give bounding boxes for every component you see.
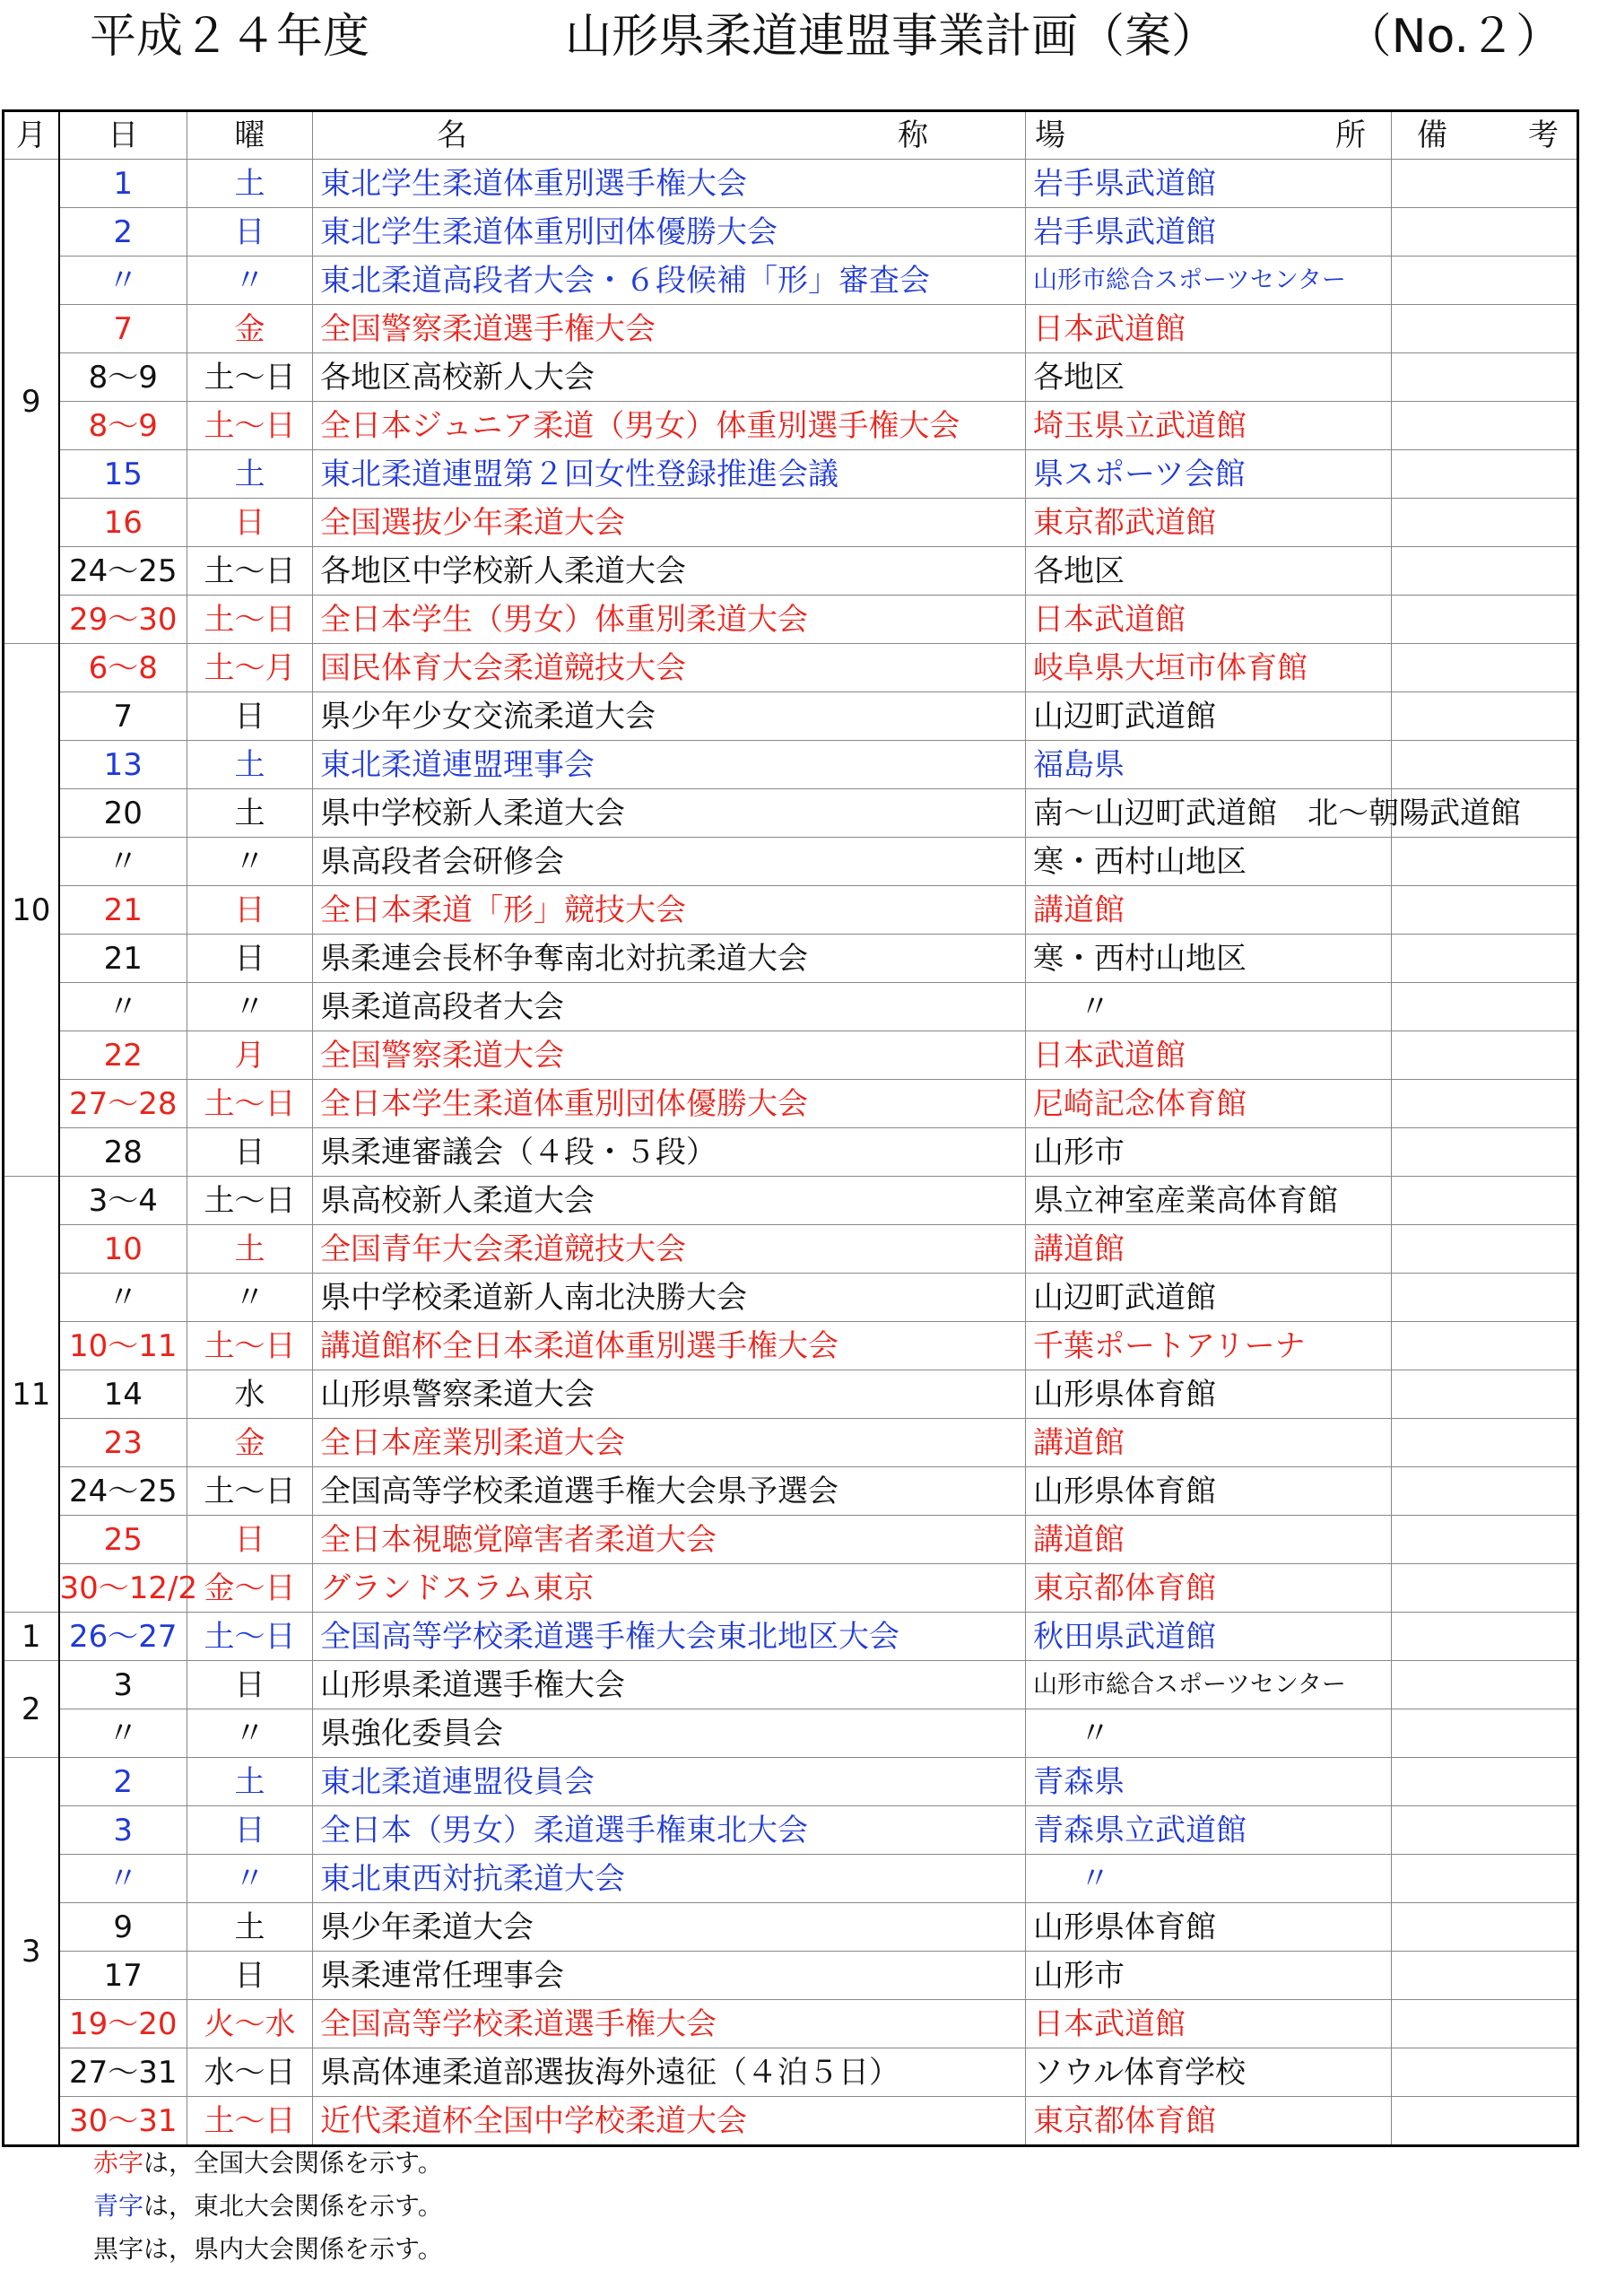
event-name-cell: 県少年少女交流柔道大会 [313, 692, 1026, 741]
day-cell: 1 [59, 160, 187, 208]
venue-cell: 山形県体育館 [1026, 1903, 1392, 1952]
note-cell [1392, 305, 1578, 353]
weekday-cell: 金～日 [187, 1564, 313, 1613]
table-row [4, 2097, 1578, 2146]
venue-cell: 青森県 [1026, 1758, 1392, 1806]
table-row [4, 402, 1578, 450]
venue-cell: 東京都体育館 [1026, 2097, 1392, 2146]
note-cell [1392, 1080, 1578, 1128]
venue-cell: ソウル体育学校 [1026, 2048, 1392, 2097]
note-cell [1392, 1031, 1578, 1080]
event-schedule-table [2, 109, 1579, 2147]
day-cell: 〃 [59, 257, 187, 305]
weekday-cell: 〃 [187, 983, 313, 1031]
table-row [4, 596, 1578, 644]
note-cell [1392, 1225, 1578, 1274]
weekday-cell: 土～日 [187, 596, 313, 644]
note-cell [1392, 886, 1578, 935]
day-cell: 27～28 [59, 1080, 187, 1128]
venue-cell: 県スポーツ会館 [1026, 450, 1392, 499]
event-name-cell: 全国警察柔道選手権大会 [313, 305, 1026, 353]
event-name-cell: 山形県柔道選手権大会 [313, 1661, 1026, 1709]
day-cell: 〃 [59, 983, 187, 1031]
venue-cell: 東京都武道館 [1026, 499, 1392, 547]
month-cell: 10 [4, 644, 59, 1177]
event-name-cell: 県強化委員会 [313, 1709, 1026, 1758]
legend-text: は，全国大会関係を示す。 [143, 2148, 443, 2178]
header-name-char-1: 名 [437, 117, 467, 153]
note-cell [1392, 160, 1578, 208]
weekday-cell: 土 [187, 741, 313, 789]
day-cell: 21 [59, 935, 187, 983]
weekday-cell: 日 [187, 208, 313, 257]
venue-cell: 千葉ポートアリーナ [1026, 1322, 1392, 1370]
month-cell: 1 [4, 1613, 59, 1661]
day-cell: 9 [59, 1903, 187, 1952]
note-cell [1392, 1613, 1578, 1661]
header-name [313, 111, 1026, 160]
document-title-bar [90, 5, 1562, 68]
weekday-cell: 土 [187, 1758, 313, 1806]
note-cell [1392, 1661, 1578, 1709]
note-cell [1392, 1855, 1578, 1903]
weekday-cell: 日 [187, 1661, 313, 1709]
day-cell: 29～30 [59, 596, 187, 644]
table-row [4, 644, 1578, 692]
table-row [4, 1564, 1578, 1613]
note-cell [1392, 1564, 1578, 1613]
day-cell: 27～31 [59, 2048, 187, 2097]
table-row [4, 1177, 1578, 1225]
event-name-cell: 県高段者会研修会 [313, 838, 1026, 886]
note-cell [1392, 2097, 1578, 2146]
venue-cell: 講道館 [1026, 1225, 1392, 1274]
day-cell: 3～4 [59, 1177, 187, 1225]
day-cell: 16 [59, 499, 187, 547]
venue-cell: 各地区 [1026, 353, 1392, 402]
event-name-cell: 近代柔道杯全国中学校柔道大会 [313, 2097, 1026, 2146]
document-title: 山形県柔道連盟事業計画（案） [565, 10, 1219, 64]
table-row [4, 1419, 1578, 1467]
venue-cell: 山辺町武道館 [1026, 1274, 1392, 1322]
venue-cell: 山形市総合スポーツセンター [1026, 1661, 1392, 1709]
event-name-cell: 東北柔道連盟理事会 [313, 741, 1026, 789]
table-row [4, 1274, 1578, 1322]
weekday-cell: 水～日 [187, 2048, 313, 2097]
weekday-cell: 土～日 [187, 1177, 313, 1225]
legend-line [93, 2231, 443, 2267]
header-weekday: 曜 [187, 111, 313, 160]
event-name-cell: 県柔連審議会（４段・５段） [313, 1128, 1026, 1177]
table-row [4, 1516, 1578, 1564]
note-cell [1392, 692, 1578, 741]
note-cell [1392, 983, 1578, 1031]
day-cell: 〃 [59, 1855, 187, 1903]
day-cell: 2 [59, 1758, 187, 1806]
table-row [4, 305, 1578, 353]
table-row [4, 353, 1578, 402]
event-name-cell: 東北柔道連盟第２回女性登録推進会議 [313, 450, 1026, 499]
note-cell [1392, 1516, 1578, 1564]
weekday-cell: 火～水 [187, 2000, 313, 2048]
day-cell: 13 [59, 741, 187, 789]
header-place-char-1: 場 [1035, 117, 1065, 153]
event-name-cell: 県中学校新人柔道大会 [313, 789, 1026, 838]
weekday-cell: 月 [187, 1031, 313, 1080]
venue-cell: 山形県体育館 [1026, 1370, 1392, 1419]
legend-keyword: 黒字 [93, 2234, 144, 2264]
venue-cell: 講道館 [1026, 886, 1392, 935]
header-note-char-1: 備 [1417, 117, 1447, 153]
note-cell [1392, 450, 1578, 499]
weekday-cell: 日 [187, 935, 313, 983]
legend-keyword: 赤字 [93, 2148, 144, 2178]
weekday-cell: 金 [187, 305, 313, 353]
fiscal-year-label: 平成２４年度 [90, 10, 370, 64]
day-cell: 〃 [59, 1274, 187, 1322]
event-name-cell: 県柔連会長杯争奪南北対抗柔道大会 [313, 935, 1026, 983]
venue-cell: 講道館 [1026, 1516, 1392, 1564]
note-cell [1392, 547, 1578, 596]
table-row [4, 935, 1578, 983]
note-cell [1392, 2048, 1578, 2097]
table-row [4, 1661, 1578, 1709]
venue-cell: 埼玉県立武道館 [1026, 402, 1392, 450]
event-name-cell: 国民体育大会柔道競技大会 [313, 644, 1026, 692]
venue-cell: 山形市 [1026, 1952, 1392, 2000]
day-cell: 28 [59, 1128, 187, 1177]
table-row [4, 208, 1578, 257]
weekday-cell: 日 [187, 1806, 313, 1855]
weekday-cell: 金 [187, 1419, 313, 1467]
event-name-cell: 全国選抜少年柔道大会 [313, 499, 1026, 547]
weekday-cell: 土～日 [187, 1080, 313, 1128]
table-row [4, 1903, 1578, 1952]
header-place-char-2: 所 [1335, 117, 1366, 153]
note-cell [1392, 1419, 1578, 1467]
table-row [4, 1758, 1578, 1806]
venue-cell: 〃 [1026, 983, 1392, 1031]
day-cell: 20 [59, 789, 187, 838]
day-cell: 2 [59, 208, 187, 257]
venue-cell: 東京都体育館 [1026, 1564, 1392, 1613]
legend-keyword: 青字 [93, 2191, 144, 2221]
weekday-cell: 〃 [187, 838, 313, 886]
note-cell [1392, 1758, 1578, 1806]
event-name-cell: グランドスラム東京 [313, 1564, 1026, 1613]
table-row [4, 1952, 1578, 2000]
header-place [1026, 111, 1392, 160]
event-name-cell: 全国警察柔道大会 [313, 1031, 1026, 1080]
event-name-cell: 県柔連常任理事会 [313, 1952, 1026, 2000]
venue-cell: 寒・西村山地区 [1026, 935, 1392, 983]
note-cell [1392, 1274, 1578, 1322]
weekday-cell: 土～月 [187, 644, 313, 692]
weekday-cell: 土～日 [187, 402, 313, 450]
venue-cell: 岩手県武道館 [1026, 208, 1392, 257]
event-name-cell: 全国高等学校柔道選手権大会県予選会 [313, 1467, 1026, 1516]
note-cell [1392, 1467, 1578, 1516]
event-name-cell: 山形県警察柔道大会 [313, 1370, 1026, 1419]
month-cell: 11 [4, 1177, 59, 1613]
weekday-cell: 〃 [187, 1709, 313, 1758]
note-cell [1392, 353, 1578, 402]
day-cell: 25 [59, 1516, 187, 1564]
day-cell: 10 [59, 1225, 187, 1274]
day-cell: 3 [59, 1806, 187, 1855]
event-name-cell: 全国高等学校柔道選手権大会東北地区大会 [313, 1613, 1026, 1661]
day-cell: 22 [59, 1031, 187, 1080]
weekday-cell: 土～日 [187, 2097, 313, 2146]
header-day: 日 [59, 111, 187, 160]
event-name-cell: 講道館杯全日本柔道体重別選手権大会 [313, 1322, 1026, 1370]
table-row [4, 1613, 1578, 1661]
event-name-cell: 東北東西対抗柔道大会 [313, 1855, 1026, 1903]
event-name-cell: 各地区高校新人大会 [313, 353, 1026, 402]
weekday-cell: 土 [187, 1903, 313, 1952]
weekday-cell: 〃 [187, 1855, 313, 1903]
day-cell: 〃 [59, 1709, 187, 1758]
note-cell [1392, 1709, 1578, 1758]
weekday-cell: 日 [187, 692, 313, 741]
event-name-cell: 東北柔道高段者大会・６段候補「形」審査会 [313, 257, 1026, 305]
day-cell: 30～12/2 [59, 1564, 187, 1613]
month-cell: 2 [4, 1661, 59, 1758]
table-row [4, 1467, 1578, 1516]
day-cell: 6～8 [59, 644, 187, 692]
event-name-cell: 東北学生柔道体重別選手権大会 [313, 160, 1026, 208]
table-row [4, 692, 1578, 741]
weekday-cell: 日 [187, 499, 313, 547]
note-cell [1392, 402, 1578, 450]
venue-cell: 寒・西村山地区 [1026, 838, 1392, 886]
table-row [4, 1128, 1578, 1177]
venue-cell: 岩手県武道館 [1026, 160, 1392, 208]
venue-cell: 各地区 [1026, 547, 1392, 596]
weekday-cell: 〃 [187, 257, 313, 305]
note-cell [1392, 1806, 1578, 1855]
table-row [4, 499, 1578, 547]
weekday-cell: 土 [187, 160, 313, 208]
venue-cell: 青森県立武道館 [1026, 1806, 1392, 1855]
weekday-cell: 土 [187, 1225, 313, 1274]
venue-cell: 岐阜県大垣市体育館 [1026, 644, 1392, 692]
weekday-cell: 日 [187, 1128, 313, 1177]
note-cell [1392, 2000, 1578, 2048]
weekday-cell: 土～日 [187, 547, 313, 596]
table-row [4, 2000, 1578, 2048]
day-cell: 8～9 [59, 402, 187, 450]
venue-cell: 県立神室産業高体育館 [1026, 1177, 1392, 1225]
venue-cell: 日本武道館 [1026, 2000, 1392, 2048]
note-cell [1392, 644, 1578, 692]
note-cell [1392, 935, 1578, 983]
venue-cell: 尼崎記念体育館 [1026, 1080, 1392, 1128]
document-number: （No.２） [1344, 10, 1562, 64]
weekday-cell: 土 [187, 450, 313, 499]
event-name-cell: 東北学生柔道体重別団体優勝大会 [313, 208, 1026, 257]
event-name-cell: 県柔道高段者大会 [313, 983, 1026, 1031]
table-header-row [4, 111, 1578, 160]
table-row [4, 983, 1578, 1031]
event-name-cell: 県高校新人柔道大会 [313, 1177, 1026, 1225]
table-row [4, 1806, 1578, 1855]
weekday-cell: 〃 [187, 1274, 313, 1322]
day-cell: 15 [59, 450, 187, 499]
day-cell: 19～20 [59, 2000, 187, 2048]
event-name-cell: 全日本学生（男女）体重別柔道大会 [313, 596, 1026, 644]
table-row [4, 1322, 1578, 1370]
note-cell [1392, 257, 1578, 305]
venue-cell: 南～山辺町武道館 北～朝陽武道館 [1026, 789, 1392, 838]
event-name-cell: 全日本ジュニア柔道（男女）体重別選手権大会 [313, 402, 1026, 450]
schedule-body [4, 160, 1578, 2146]
table-row [4, 450, 1578, 499]
table-row [4, 1080, 1578, 1128]
note-cell [1392, 1903, 1578, 1952]
event-name-cell: 全国青年大会柔道競技大会 [313, 1225, 1026, 1274]
day-cell: 23 [59, 1419, 187, 1467]
venue-cell: 日本武道館 [1026, 596, 1392, 644]
day-cell: 14 [59, 1370, 187, 1419]
venue-cell: 日本武道館 [1026, 305, 1392, 353]
weekday-cell: 土～日 [187, 1613, 313, 1661]
table-row [4, 1709, 1578, 1758]
note-cell [1392, 838, 1578, 886]
day-cell: 10～11 [59, 1322, 187, 1370]
legend-text: は，県内大会関係を示す。 [143, 2234, 443, 2264]
table-row [4, 886, 1578, 935]
month-cell: 3 [4, 1758, 59, 2146]
event-name-cell: 全日本（男女）柔道選手権東北大会 [313, 1806, 1026, 1855]
legend-line [93, 2188, 443, 2224]
venue-cell: 講道館 [1026, 1419, 1392, 1467]
weekday-cell: 土～日 [187, 1467, 313, 1516]
table-row [4, 1855, 1578, 1903]
event-name-cell: 全日本産業別柔道大会 [313, 1419, 1026, 1467]
table-row [4, 547, 1578, 596]
event-name-cell: 県中学校柔道新人南北決勝大会 [313, 1274, 1026, 1322]
day-cell: 24～25 [59, 1467, 187, 1516]
day-cell: 7 [59, 692, 187, 741]
legend-line [93, 2145, 443, 2181]
event-name-cell: 東北柔道連盟役員会 [313, 1758, 1026, 1806]
event-name-cell: 県少年柔道大会 [313, 1903, 1026, 1952]
note-cell [1392, 1370, 1578, 1419]
note-cell [1392, 208, 1578, 257]
day-cell: 3 [59, 1661, 187, 1709]
table-row [4, 2048, 1578, 2097]
venue-cell: 山辺町武道館 [1026, 692, 1392, 741]
table-row [4, 741, 1578, 789]
weekday-cell: 水 [187, 1370, 313, 1419]
venue-cell: 山形市総合スポーツセンター [1026, 257, 1392, 305]
weekday-cell: 土～日 [187, 353, 313, 402]
event-name-cell: 全日本柔道「形」競技大会 [313, 886, 1026, 935]
day-cell: 〃 [59, 838, 187, 886]
table-row [4, 1031, 1578, 1080]
table-row [4, 257, 1578, 305]
event-name-cell: 全日本学生柔道体重別団体優勝大会 [313, 1080, 1026, 1128]
weekday-cell: 日 [187, 1952, 313, 2000]
table-row [4, 160, 1578, 208]
weekday-cell: 日 [187, 1516, 313, 1564]
note-cell [1392, 1177, 1578, 1225]
venue-cell: 〃 [1026, 1709, 1392, 1758]
table-row [4, 789, 1578, 838]
header-note-char-2: 考 [1528, 117, 1559, 153]
day-cell: 7 [59, 305, 187, 353]
day-cell: 8～9 [59, 353, 187, 402]
venue-cell: 日本武道館 [1026, 1031, 1392, 1080]
venue-cell: 山形県体育館 [1026, 1467, 1392, 1516]
venue-cell: 山形市 [1026, 1128, 1392, 1177]
table-row [4, 1225, 1578, 1274]
event-name-cell: 県高体連柔道部選抜海外遠征（４泊５日） [313, 2048, 1026, 2097]
note-cell [1392, 1128, 1578, 1177]
event-name-cell: 全日本視聴覚障害者柔道大会 [313, 1516, 1026, 1564]
event-name-cell: 全国高等学校柔道選手権大会 [313, 2000, 1026, 2048]
note-cell [1392, 1952, 1578, 2000]
weekday-cell: 日 [187, 886, 313, 935]
day-cell: 30～31 [59, 2097, 187, 2146]
month-cell: 9 [4, 160, 59, 644]
header-note [1392, 111, 1578, 160]
note-cell [1392, 741, 1578, 789]
weekday-cell: 土～日 [187, 1322, 313, 1370]
table-row [4, 838, 1578, 886]
header-month: 月 [4, 111, 59, 160]
note-cell [1392, 499, 1578, 547]
event-name-cell: 各地区中学校新人柔道大会 [313, 547, 1026, 596]
venue-cell: 秋田県武道館 [1026, 1613, 1392, 1661]
day-cell: 17 [59, 1952, 187, 2000]
legend-text: は，東北大会関係を示す。 [143, 2191, 443, 2221]
day-cell: 24～25 [59, 547, 187, 596]
venue-cell: 福島県 [1026, 741, 1392, 789]
note-cell [1392, 596, 1578, 644]
day-cell: 26～27 [59, 1613, 187, 1661]
table-row [4, 1370, 1578, 1419]
header-name-char-2: 称 [898, 117, 928, 153]
weekday-cell: 土 [187, 789, 313, 838]
day-cell: 21 [59, 886, 187, 935]
note-cell [1392, 1322, 1578, 1370]
venue-cell: 〃 [1026, 1855, 1392, 1903]
